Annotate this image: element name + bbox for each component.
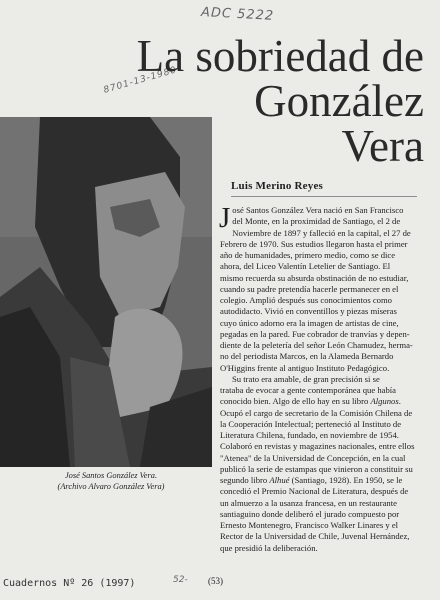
title-line-2: González <box>254 76 424 126</box>
handwritten-code-top: ADC 5222 <box>200 5 275 24</box>
body-line: Febrero de 1970. Sus estudios llegaron hasta el primer <box>220 238 408 249</box>
article-body <box>219 202 424 554</box>
body-line: no del periodista Marcos, en la Alameda Bernardo <box>220 351 394 362</box>
body-line: O'Higgins frente al antiguo Instituto Pedagógico. <box>220 362 390 373</box>
body-line: concedió el Premio Nacional de Literatura, después de <box>220 486 409 497</box>
handwritten-code-left: 8701-13-1980 <box>102 65 179 96</box>
body-line: Su trato era amable, de gran precisión si se <box>232 373 380 384</box>
drop-cap: J <box>219 202 231 234</box>
body-line: año de humanidades, primero medio, como se dice <box>220 250 396 260</box>
body-line: del Monte, en la proximidad de Santiago, el 2 de <box>232 216 401 227</box>
journal-stamp: Cuadernos Nº 26 (1997) <box>3 578 136 589</box>
author-byline: Luis Merino Reyes <box>231 180 324 192</box>
body-line: Colaboró en revistas y magazines nacionales, entre ellos <box>220 441 415 452</box>
body-line <box>220 396 424 407</box>
book-title-algunos: Algunos <box>370 396 399 407</box>
body-line: un almuerzo a la usanza francesa, en un restaurante <box>220 497 397 508</box>
title-line-3: Vera <box>341 121 424 171</box>
body-line: colegio. Amplió después sus conocimientos como <box>220 295 392 305</box>
handwritten-page-number: 52- <box>173 575 188 585</box>
caption-line-2: (Archivo Alvaro González Vera) <box>57 482 165 491</box>
body-line: autodidacto. Vivió en conventillos y piezas míseras <box>220 306 397 317</box>
paragraph-2 <box>220 374 424 554</box>
body-line: Ernesto Montenegro, Francisco Walker Linares y el <box>220 520 399 530</box>
caption-line-1: José Santos González Vera. <box>64 471 158 480</box>
paragraph-1 <box>219 202 424 374</box>
title-line-1: La sobriedad de <box>136 31 424 81</box>
body-line: Noviembre de 1897 y falleció en la capital, el 27 de <box>232 227 411 238</box>
body-line: publicó la serie de estampas que vinieron a constituir su <box>220 463 413 474</box>
body-line: ahora, del Liceo Valentín Letelier de Santiago. El <box>220 261 391 272</box>
body-line: trataba de evocar a gente contemporánea que había <box>220 385 396 395</box>
book-title-alhue: Alhué <box>269 475 290 485</box>
body-line: pegadas en la pared. Fue cobrador de tranvías y depen- <box>220 328 410 339</box>
body-line: diente de la peletería del señor León Chamudez, herma- <box>220 340 413 350</box>
body-line: santiaguino donde deliberó el jurado compuesto por <box>220 508 400 519</box>
portrait-image <box>0 117 212 467</box>
byline-divider <box>231 196 417 197</box>
body-line <box>220 475 424 486</box>
body-line: Literatura Chilena, fundado, en noviembre de 1954. <box>220 430 399 440</box>
body-line: mismo recuerda su absurda obstinación de no estudiar, <box>220 272 409 283</box>
body-text: conocido bien. Algo de ello hay en su libro <box>220 396 371 407</box>
body-line: osé Santos González Vera nació en San Francisco <box>232 205 404 215</box>
body-line: la Cooperación Intelectual; perteneció al Instituto de <box>220 418 402 429</box>
author-portrait-photo <box>0 117 212 467</box>
body-text: (Santiago, 1928). En 1950, se le <box>289 475 403 485</box>
photo-caption <box>20 470 202 492</box>
body-line: Rector de la Universidad de Chile, Juvenal Hernández, <box>220 531 410 542</box>
body-text: . <box>398 396 401 407</box>
body-line: "Atenea" de la Universidad de Concepción, en la cual <box>220 452 406 463</box>
body-line: Ocupó el cargo de secretario de la Comisión Chilena de <box>220 407 413 418</box>
body-line: que presidió la deliberación. <box>220 542 318 553</box>
body-text: segundo libro <box>220 475 270 485</box>
page-number: (53) <box>208 576 223 586</box>
body-line: cuyo único adorno era la imagen de artistas de cine, <box>220 317 399 328</box>
body-line: cuando su padre pretendía hacerle permanecer en el <box>220 283 399 294</box>
